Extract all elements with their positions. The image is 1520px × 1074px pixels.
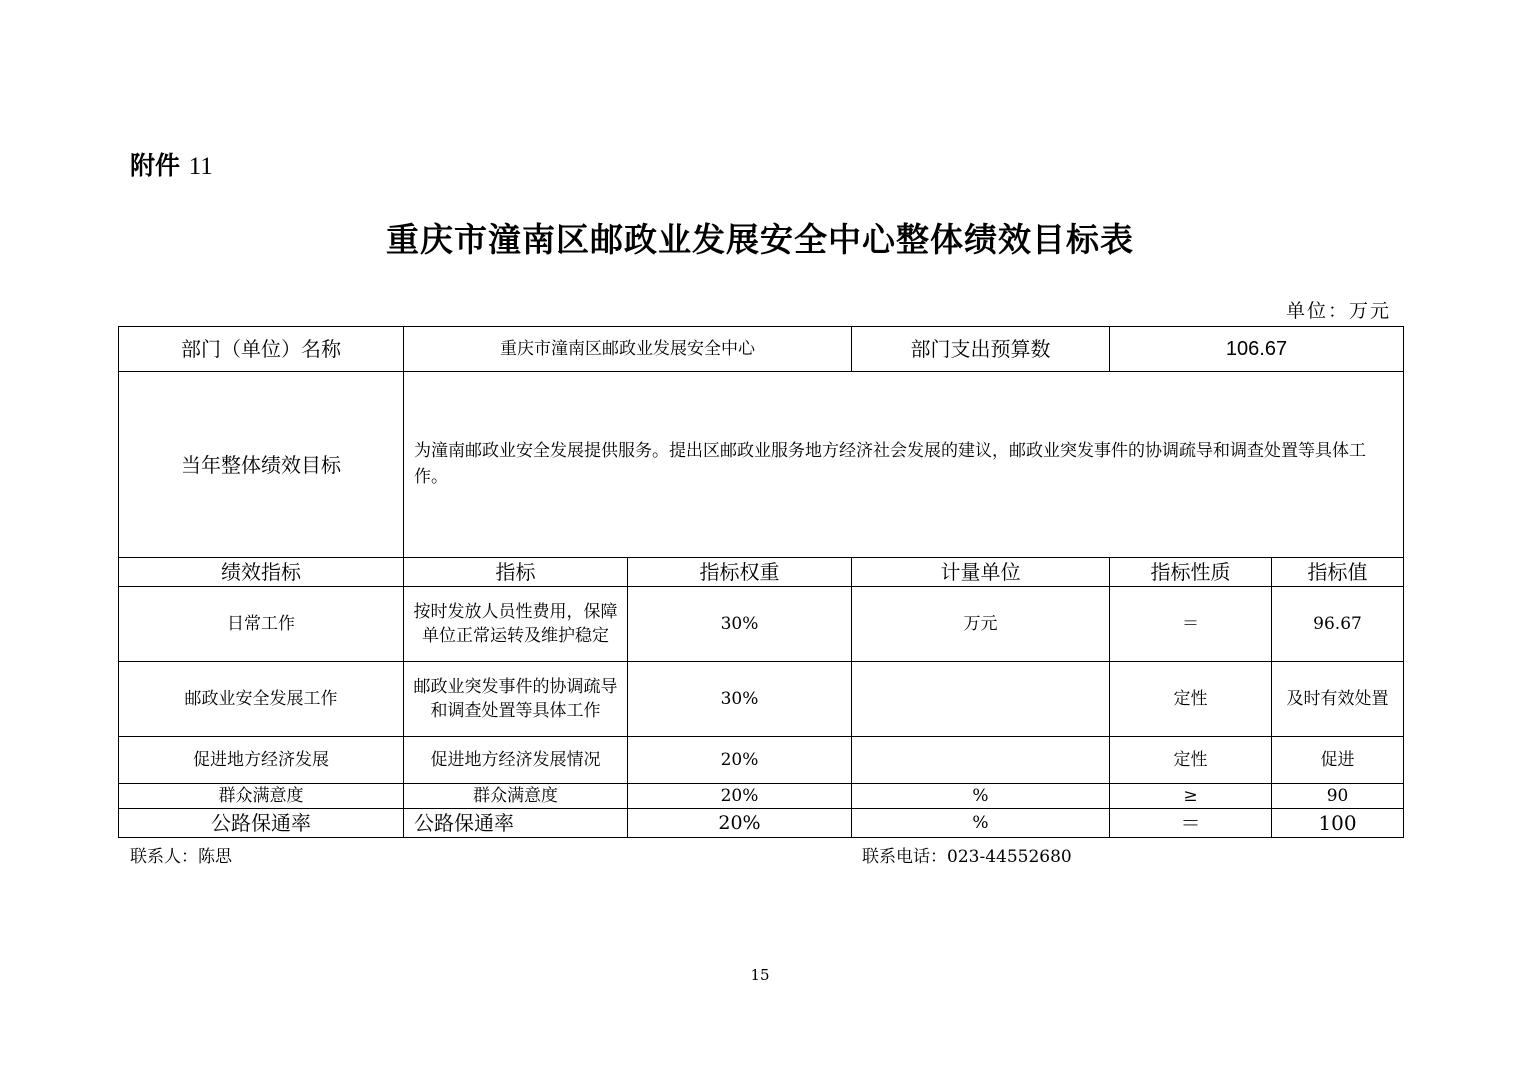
indicator-unit: [852, 737, 1110, 784]
table-row: [119, 784, 1404, 809]
performance-table: [118, 326, 1404, 838]
goal-label: 当年整体绩效目标: [119, 372, 404, 558]
indicator-nature: ＝: [1110, 809, 1272, 838]
column-header: 指标: [404, 558, 628, 587]
indicator-nature: ＝: [1110, 587, 1272, 662]
indicator-name: 按时发放人员性费用，保障单位正常运转及维护稳定: [404, 587, 628, 662]
indicator-nature: 定性: [1110, 737, 1272, 784]
indicator-unit: %: [852, 784, 1110, 809]
table-row: [119, 809, 1404, 838]
dept-value: 重庆市潼南区邮政业发展安全中心: [404, 327, 852, 372]
dept-row: [119, 327, 1404, 372]
indicator-value: 促进: [1272, 737, 1404, 784]
column-header: 绩效指标: [119, 558, 404, 587]
page-title: 重庆市潼南区邮政业发展安全中心整体绩效目标表: [386, 220, 1134, 259]
indicator-category: 公路保通率: [119, 809, 404, 838]
attachment-label: [130, 146, 213, 182]
indicator-weight: 20%: [628, 737, 852, 784]
column-header: 指标权重: [628, 558, 852, 587]
attachment-number: 11: [188, 153, 213, 180]
column-header-row: [119, 558, 1404, 587]
indicator-unit: %: [852, 809, 1110, 838]
table-row: [119, 662, 1404, 737]
indicator-value: 90: [1272, 784, 1404, 809]
indicator-weight: 20%: [628, 809, 852, 838]
indicator-weight: 30%: [628, 662, 852, 737]
goal-value: 为潼南邮政业安全发展提供服务。提出区邮政业服务地方经济社会发展的建议，邮政业突发事件的协调疏导和调查处置等具体工作。: [404, 372, 1404, 558]
dept-label: 部门（单位）名称: [119, 327, 404, 372]
indicator-unit: [852, 662, 1110, 737]
indicator-category: 日常工作: [119, 587, 404, 662]
column-header: 指标性质: [1110, 558, 1272, 587]
indicator-category: 群众满意度: [119, 784, 404, 809]
indicator-name: 邮政业突发事件的协调疏导和调查处置等具体工作: [404, 662, 628, 737]
indicator-weight: 20%: [628, 784, 852, 809]
indicator-value: 及时有效处置: [1272, 662, 1404, 737]
indicator-weight: 30%: [628, 587, 852, 662]
unit-label: 单位：万元: [1286, 300, 1392, 322]
budget-label: 部门支出预算数: [852, 327, 1110, 372]
column-header: 计量单位: [852, 558, 1110, 587]
indicator-category: 邮政业安全发展工作: [119, 662, 404, 737]
table-row: [119, 587, 1404, 662]
attachment-text: 附件: [130, 151, 181, 180]
contact-person: 联系人：陈思: [130, 847, 232, 867]
indicator-value: 96.67: [1272, 587, 1404, 662]
contact-phone: 联系电话：023-44552680: [862, 847, 1072, 867]
indicator-nature: ≥: [1110, 784, 1272, 809]
budget-value: 106.67: [1110, 327, 1404, 372]
indicator-name: 公路保通率: [404, 809, 628, 838]
indicator-name: 促进地方经济发展情况: [404, 737, 628, 784]
indicator-name: 群众满意度: [404, 784, 628, 809]
indicator-category: 促进地方经济发展: [119, 737, 404, 784]
indicator-value: 100: [1272, 809, 1404, 838]
page-number: 15: [750, 966, 770, 984]
goal-row: [119, 372, 1404, 558]
column-header: 指标值: [1272, 558, 1404, 587]
table-row: [119, 737, 1404, 784]
indicator-nature: 定性: [1110, 662, 1272, 737]
indicator-unit: 万元: [852, 587, 1110, 662]
